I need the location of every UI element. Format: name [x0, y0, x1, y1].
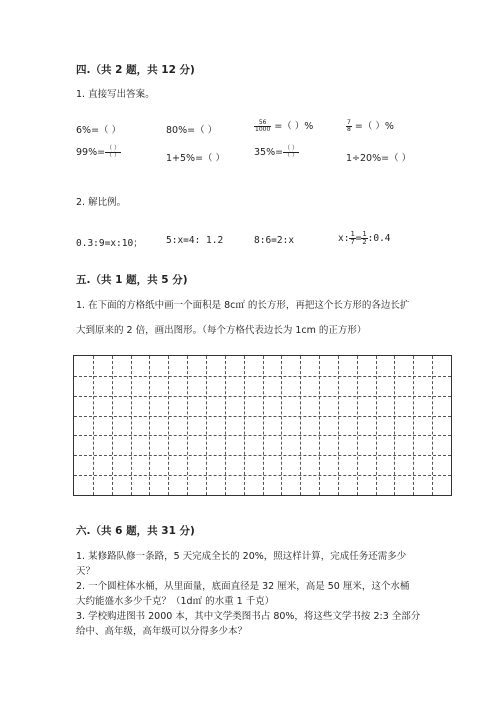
section-6-line-2: 天？ [76, 566, 96, 577]
fraction-denominator: 7 [350, 238, 355, 246]
grid-vertical-line [244, 356, 245, 495]
question-1-title: 1. 直接写出答案。 [76, 89, 155, 100]
grid-vertical-line [394, 356, 395, 495]
proportion-item-4 [338, 231, 391, 246]
answer-item-3-tail: =（ ）% [274, 121, 314, 132]
fraction-denominator: 8 [347, 126, 351, 133]
section-6-line-6: 给中、高年级，高年级可以分得多少本？ [76, 626, 248, 637]
grid-vertical-line [357, 356, 358, 495]
grid-vertical-line [413, 356, 414, 495]
grid-horizontal-line [74, 475, 451, 476]
grid-vertical-line [168, 356, 169, 495]
grid-vertical-line [376, 356, 377, 495]
grid-vertical-line [131, 356, 132, 495]
grid-horizontal-line [74, 435, 451, 436]
fraction-numerator: 1 [362, 230, 367, 238]
grid-vertical-line [206, 356, 207, 495]
section-5-question-line-1: 1. 在下面的方格纸中画一个面积是 8c㎡ 的长方形，再把这个长方形的各边长扩 [76, 300, 410, 311]
fraction-numerator: 1 [350, 230, 355, 238]
grid-vertical-line [187, 356, 188, 495]
grid-horizontal-line [74, 416, 451, 417]
answer-item-6: 1+5%=（ ） [166, 153, 226, 164]
proportion-item-3: 8:6=2:x [254, 235, 295, 246]
grid-vertical-line [263, 356, 264, 495]
grid-vertical-line [149, 356, 150, 495]
fraction-denominator: （ ） [106, 152, 120, 159]
answer-item-4 [346, 118, 394, 133]
fraction-numerator: 7 [347, 119, 351, 126]
equals-sign: = [355, 233, 362, 244]
answer-item-1: 6%=（ ） [76, 125, 122, 136]
grid-vertical-line [338, 356, 339, 495]
fraction-numerator: 56 [254, 120, 271, 127]
section-5-heading: 五.（共 1 题，共 5 分) [76, 274, 188, 286]
fraction-denominator: 1000 [255, 126, 271, 133]
grid-vertical-line [319, 356, 320, 495]
grid-vertical-line [432, 356, 433, 495]
grid-vertical-line [112, 356, 113, 495]
grid-vertical-line [281, 356, 282, 495]
section-6-heading: 六.（共 6 题，共 31 分) [76, 525, 195, 537]
fraction-denominator: （ ） [284, 152, 298, 159]
section-6-line-4: 大约能盛水多少千克？（1d㎡ 的水重 1 千克） [76, 596, 275, 607]
answer-item-7-prefix: 35%= [254, 147, 284, 158]
grid-horizontal-line [74, 376, 451, 377]
grid-vertical-line [225, 356, 226, 495]
grid-horizontal-line [74, 455, 451, 456]
section-6-line-3: 2. 一个圆柱体水桶，从里面量，底面直径是 32 厘米，高是 50 厘米，这个水桶 [76, 581, 410, 592]
proportion-item-4-tail: :0.4 [367, 233, 391, 244]
answer-item-4-tail: =（ ）% [354, 121, 394, 132]
answer-item-3 [254, 118, 313, 133]
question-2-title: 2. 解比例。 [76, 197, 127, 208]
proportion-item-2: 5:x=4: 1.2 [166, 235, 224, 246]
answer-item-2: 80%=（ ） [166, 125, 218, 136]
graph-paper-grid[interactable] [73, 355, 452, 496]
section-6-line-5: 3. 学校购进图书 2000 本，其中文学类图书占 80%，将这些文学书按 2:3 全部分 [76, 611, 421, 622]
fraction-denominator: 2 [362, 238, 367, 246]
answer-item-5 [76, 146, 121, 159]
fraction-numerator: （ ） [284, 145, 298, 152]
answer-item-7 [254, 146, 299, 159]
grid-vertical-line [93, 356, 94, 495]
fraction-numerator: （ ） [106, 145, 120, 152]
answer-item-8: 1÷20%=（ ） [346, 153, 412, 164]
grid-vertical-line [300, 356, 301, 495]
section-4-heading: 四.（共 2 题，共 12 分) [76, 64, 195, 76]
section-5-question-line-2: 大到原来的 2 倍，画出图形。（每个方格代表边长为 1cm 的正方形） [76, 325, 367, 336]
answer-item-5-prefix: 99%= [76, 147, 106, 158]
proportion-item-1: 0.3:9=x:10； [76, 238, 143, 249]
section-6-line-1: 1. 某修路队修一条路，5 天完成全长的 20%，照这样计算，完成任务还需多少 [76, 551, 407, 562]
proportion-item-4-prefix: x: [338, 233, 350, 244]
grid-horizontal-line [74, 396, 451, 397]
